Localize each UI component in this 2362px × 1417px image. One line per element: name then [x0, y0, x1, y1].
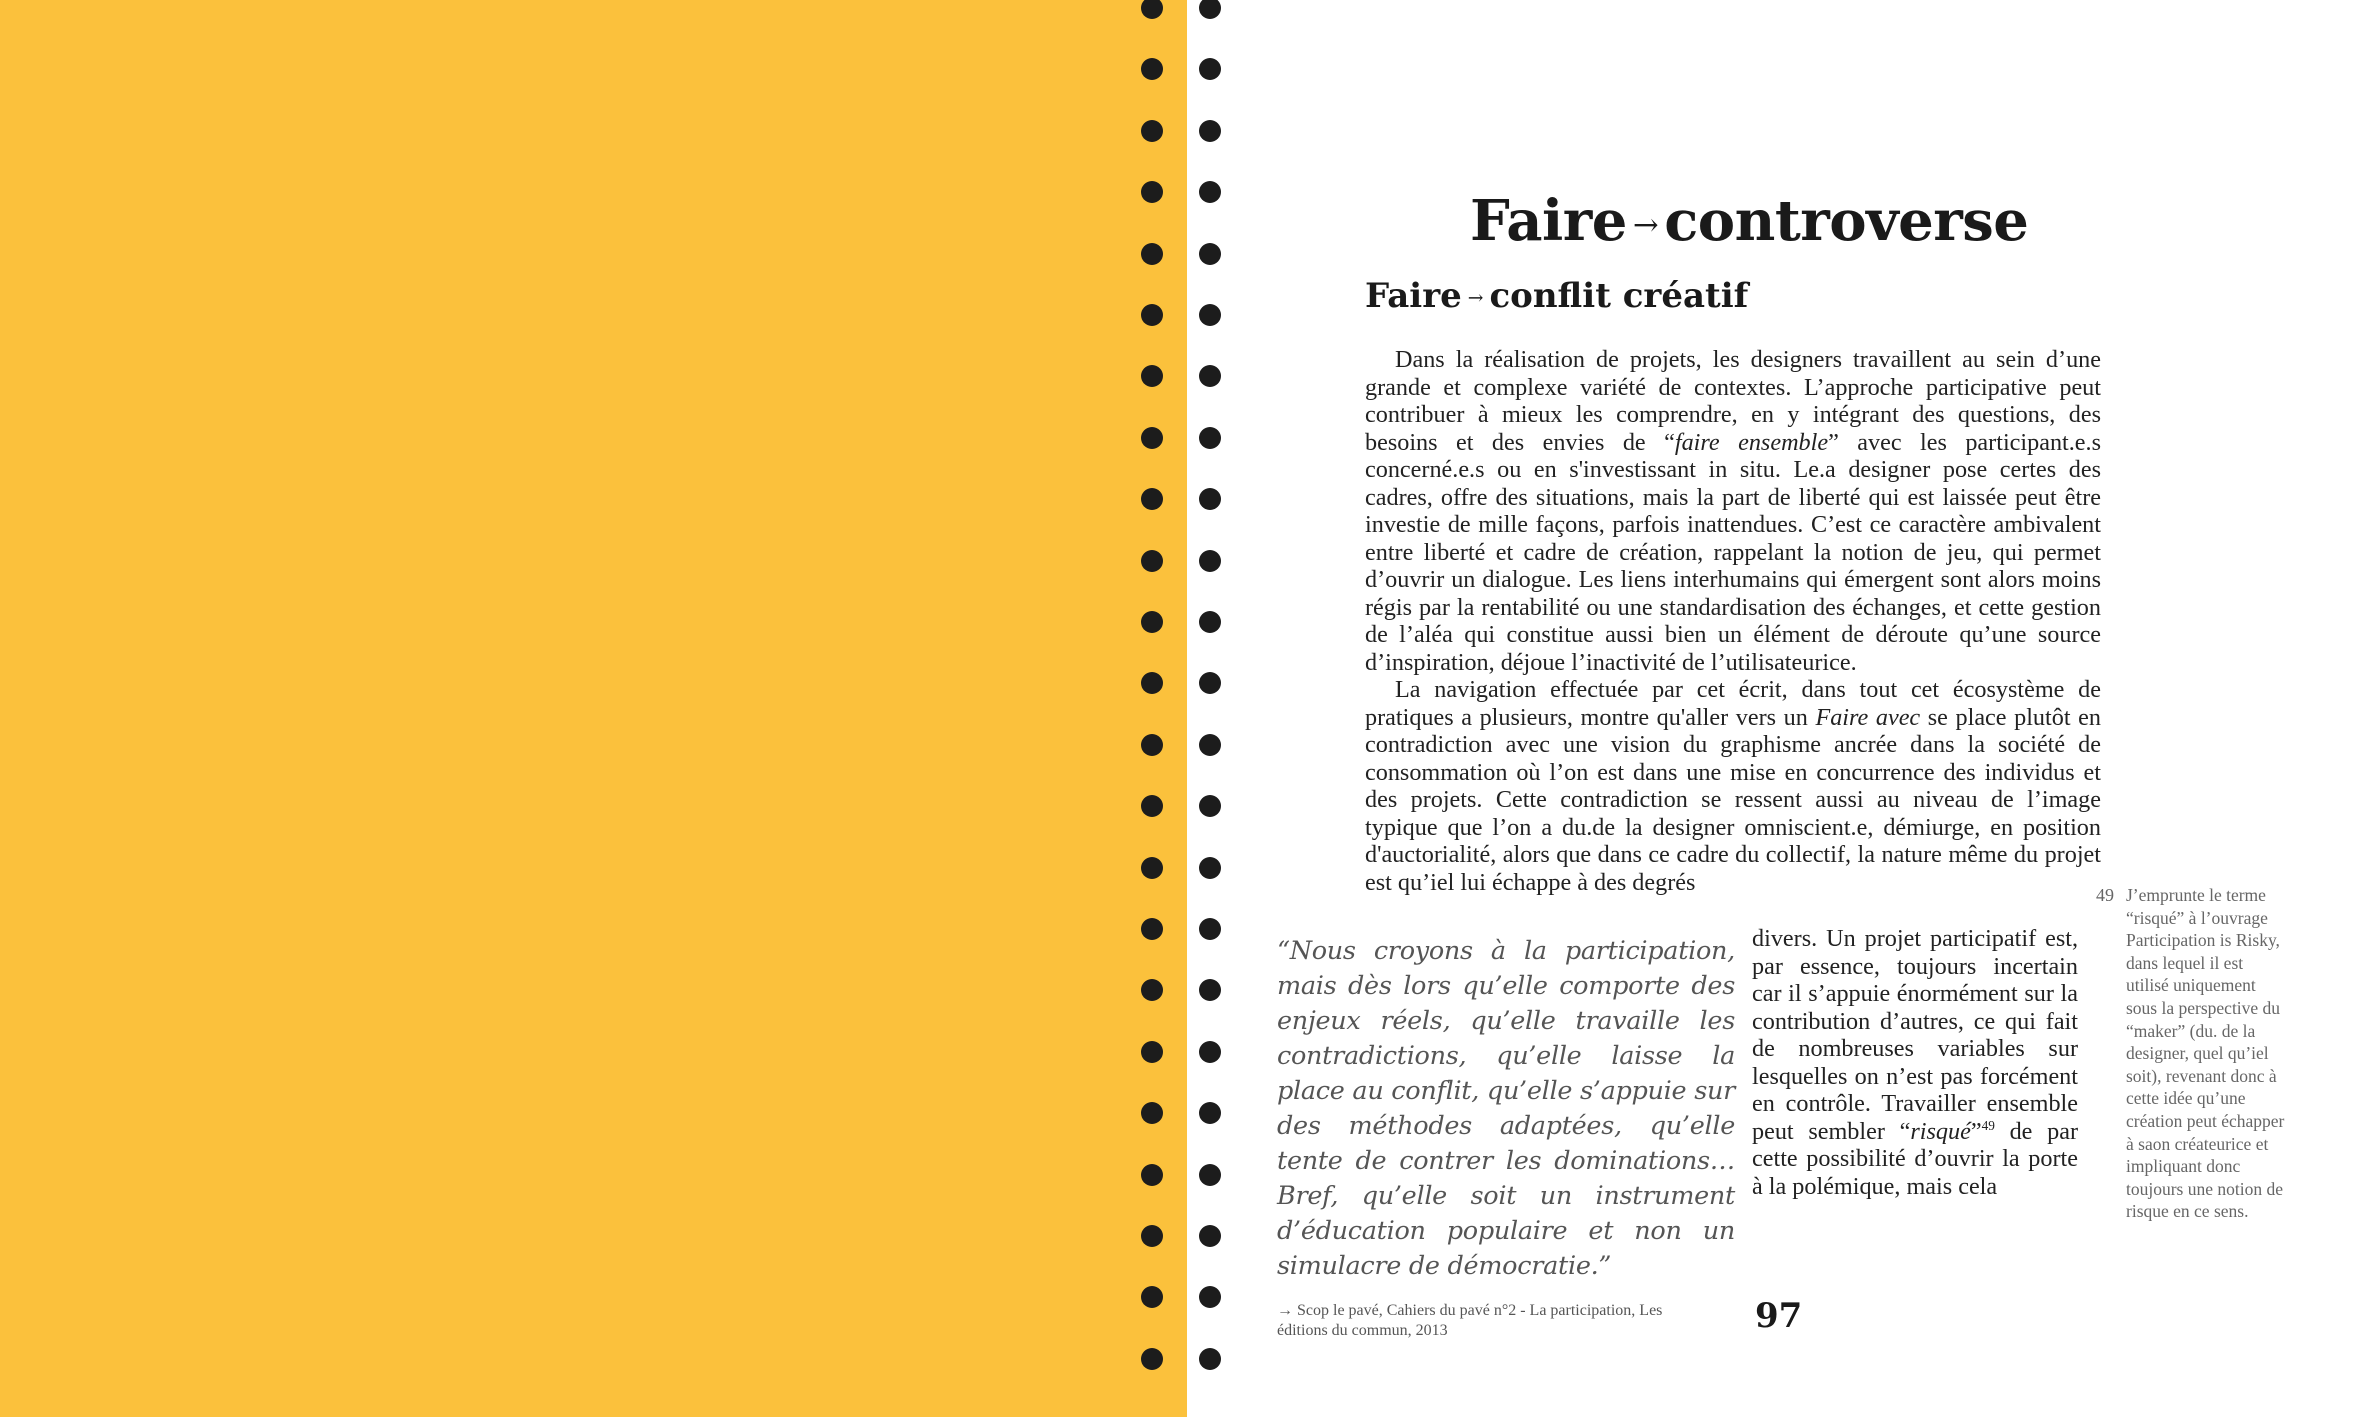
binding-hole-icon	[1199, 672, 1221, 694]
binding-hole-icon	[1199, 979, 1221, 1001]
binding-hole-icon	[1141, 243, 1163, 265]
footnote-text: J’emprunte le terme “risqué” à l’ouvrage Participation is Risky, dans lequel il est utilisé uniquement sous la perspective du “maker” (du. de la designer, quel qu’iel soit), revenant donc à cette idée qu’une création peut échapper à saon créateurice et impliquant donc toujours une notion de risque en ce sens.	[2126, 885, 2285, 1222]
binding-hole-icon	[1141, 795, 1163, 817]
binding-hole-icon	[1199, 1102, 1221, 1124]
binding-hole-icon	[1141, 1225, 1163, 1247]
binding-hole-icon	[1141, 918, 1163, 940]
binding-hole-icon	[1141, 181, 1163, 203]
binding-hole-icon	[1199, 181, 1221, 203]
quote-source: → Scop le pavé, Cahiers du pavé n°2 - La participation, Les éditions du commun, 2013	[1277, 1302, 1663, 1339]
page-title: Faire → controverse	[1470, 188, 2029, 254]
binding-hole-icon	[1199, 795, 1221, 817]
binding-hole-icon	[1199, 550, 1221, 572]
footnote-ref: 49	[1981, 1117, 1995, 1133]
binding-hole-icon	[1199, 1225, 1221, 1247]
footnote-number: 49	[2096, 885, 2114, 905]
binding-hole-icon	[1141, 58, 1163, 80]
binding-hole-icon	[1141, 1348, 1163, 1370]
binding-hole-icon	[1141, 550, 1163, 572]
binding-hole-icon	[1199, 918, 1221, 940]
binding-hole-icon	[1141, 488, 1163, 510]
binding-hole-icon	[1141, 0, 1163, 19]
pull-quote: “Nous croyons à la participation, mais dès lors qu’elle comporte des enjeux réels, qu’elle travaille les contradictions, qu’elle laisse la place au conflit, qu’elle s’appuie sur des méthodes adaptées, qu’elle tente de contrer les dominations… Bref, qu’elle soit un instrument d’éducation populaire et non un simulacre de démocratie.”	[1277, 936, 1735, 1281]
binding-hole-icon	[1199, 304, 1221, 326]
binding-hole-icon	[1141, 120, 1163, 142]
body-text-continuation	[1752, 925, 2078, 1200]
binding-hole-icon	[1141, 1164, 1163, 1186]
binding-hole-icon	[1141, 1286, 1163, 1308]
binding-hole-icon	[1141, 1102, 1163, 1124]
page-number: 97	[1755, 1296, 1803, 1336]
binding-hole-icon	[1141, 1041, 1163, 1063]
paragraph-2: La navigation effectuée par cet écrit, dans tout cet écosystème de pratiques a plusieurs, montre qu'aller vers un Faire avec se place plutôt en contradiction avec une vision du graphisme ancrée dans la société de consommation où l’on est dans une mise en concurrence des individus et des projets. Cette contradiction se ressent aussi au niveau de l’image typique que l’on a du.de la designer omniscient.e, démiurge, en position d'auctorialité, alors que dans ce cadre du collectif, la nature même du projet est qu’iel lui échappe à des degrés	[1365, 676, 2101, 896]
binding-hole-icon	[1199, 611, 1221, 633]
binding-hole-icon	[1141, 672, 1163, 694]
binding-hole-icon	[1199, 0, 1221, 19]
binding-hole-icon	[1199, 120, 1221, 142]
binding-hole-icon	[1199, 488, 1221, 510]
binding-hole-icon	[1141, 365, 1163, 387]
binding-hole-icon	[1141, 857, 1163, 879]
binding-hole-icon	[1199, 1286, 1221, 1308]
binding-hole-icon	[1141, 734, 1163, 756]
binding-hole-icon	[1199, 1348, 1221, 1370]
binding-hole-icon	[1141, 304, 1163, 326]
binding-hole-icon	[1141, 611, 1163, 633]
binding-hole-icon	[1199, 1041, 1221, 1063]
paragraph-2-continued: divers. Un projet participatif est, par essence, toujours incertain car il s’appuie énormément sur la contribution d’autres, ce qui fait de nombreuses variables sur lesquelles on n’est pas forcément en contrôle. Travailler ensemble peut sembler “risqué”$^{49}$ de par cette possibilité d’ouvrir la porte à la polémique, mais cela	[1752, 925, 2078, 1200]
binding-hole-icon	[1199, 734, 1221, 756]
binding-hole-icon	[1141, 427, 1163, 449]
binding-hole-icon	[1199, 243, 1221, 265]
binding-hole-icon	[1199, 1164, 1221, 1186]
binding-holes-right	[1199, 0, 1221, 1417]
binding-hole-icon	[1199, 365, 1221, 387]
body-text-main	[1365, 346, 2101, 896]
binding-hole-icon	[1199, 857, 1221, 879]
paragraph-1: Dans la réalisation de projets, les designers travaillent au sein d’une grande et complexe variété de contextes. L’approche participative peut contribuer à mieux les comprendre, en y intégrant des questions, des besoins et des envies de “faire ensemble” avec les participant.e.s concerné.e.s ou en s'investissant in situ. Le.a designer pose certes des cadres, offre des situations, mais la part de liberté qui est laissée peut être investie de mille façons, parfois inattendues. C’est ce caractère ambivalent entre liberté et cadre de création, rappelant la notion de jeu, qui permet d’ouvrir un dialogue. Les liens interhumains qui émergent sont alors moins régis par la rentabilité ou une standardisation des échanges, et cette gestion de l’aléa qui constitue aussi bien un élément de déroute qu’une source d’inspiration, déjoue l’inactivité de l’utilisateurice.	[1365, 346, 2102, 676]
section-subtitle: Faire → conflit créatif	[1365, 276, 1749, 316]
binding-hole-icon	[1141, 979, 1163, 1001]
binding-hole-icon	[1199, 427, 1221, 449]
binding-holes-left	[1141, 0, 1163, 1417]
binding-hole-icon	[1199, 58, 1221, 80]
